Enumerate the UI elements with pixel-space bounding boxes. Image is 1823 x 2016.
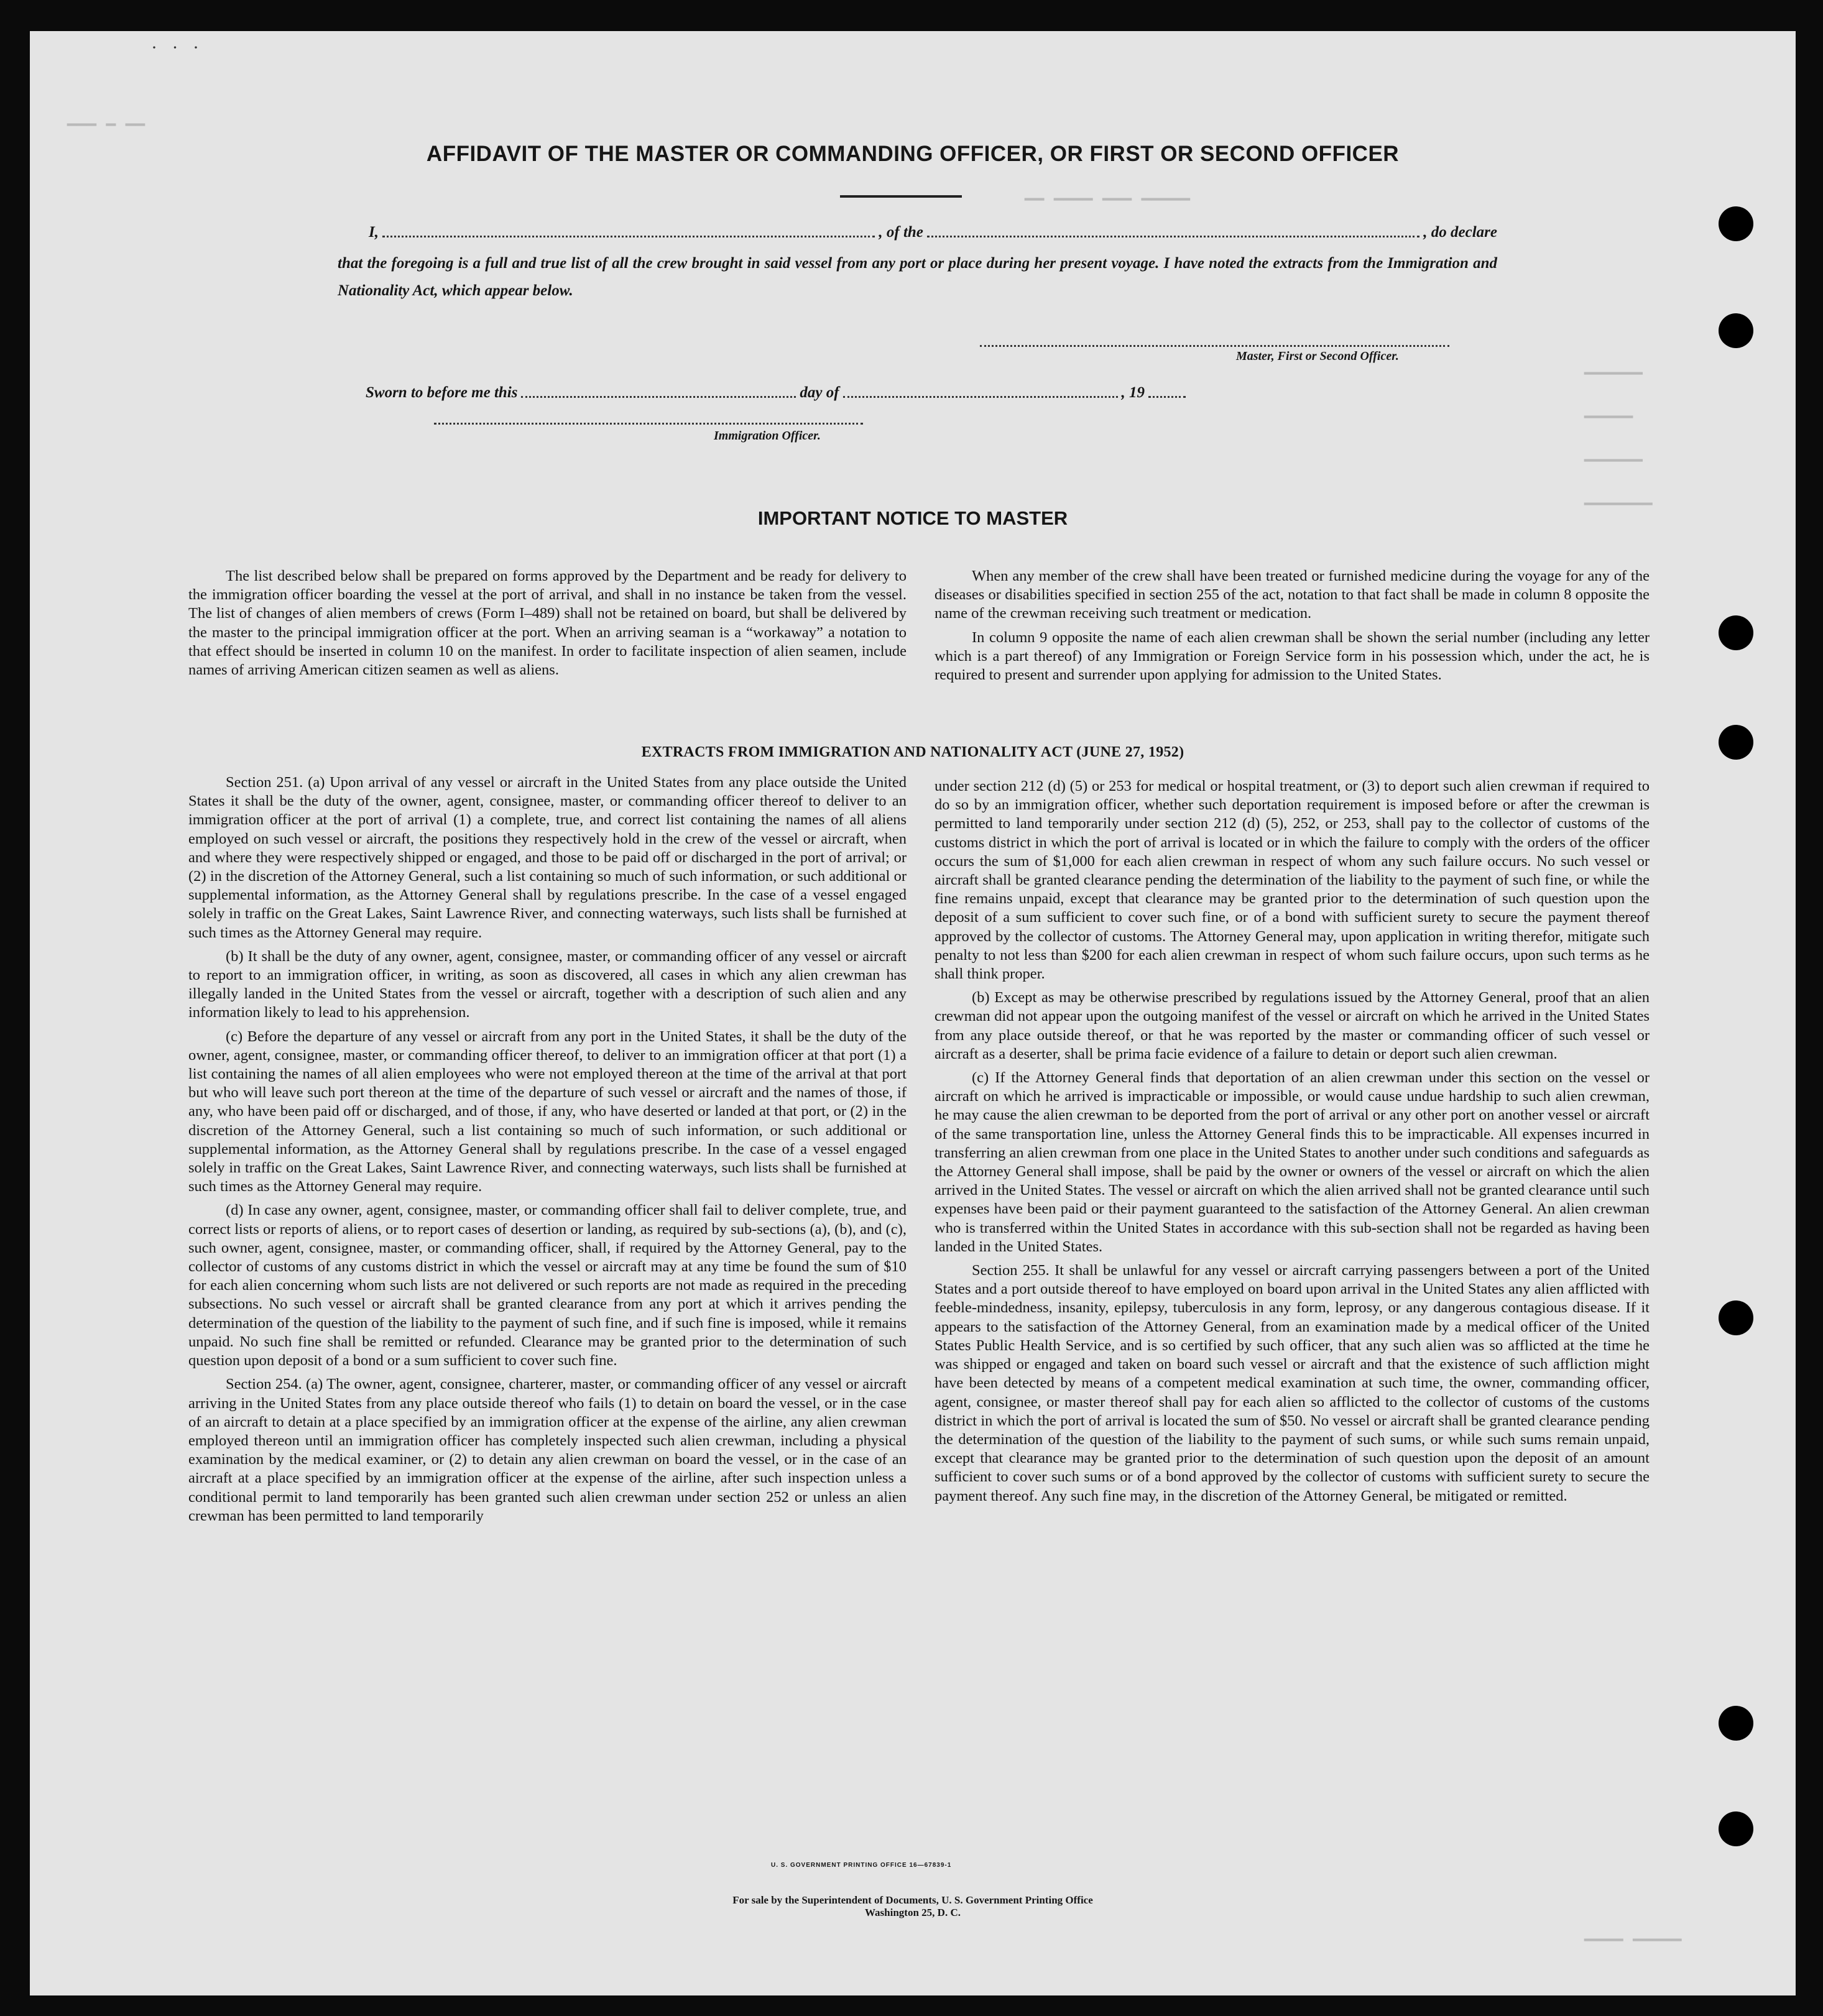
notice-left-column	[188, 567, 907, 684]
footer-line-2: Washington 25, D. C.	[865, 1907, 961, 1918]
bleed-through: ▔▔▔▔▔ ▔▔▔▔	[1584, 1940, 1682, 1959]
declarant-prefix: I,	[369, 224, 379, 241]
bleed-through: ▔▔▔▔▔▔▔	[1584, 504, 1653, 523]
master-signature-field[interactable]	[980, 345, 1449, 347]
printer-imprint: U. S. GOVERNMENT PRINTING OFFICE 16—67839-1	[771, 1862, 952, 1869]
declarant-name-field[interactable]	[382, 234, 875, 237]
notice-paragraph: When any member of the crew shall have been treated or furnished medicine during the voyage for any of the diseases or disabilities specified in section 255 of the act, notation to that fact shall be made in column 8 opposite the name of the crewman receiving such treatment or medication.	[935, 568, 1650, 622]
section-255: Section 255. It shall be unlawful for any vessel or aircraft carrying passengers between a port of the United States and a port outside thereof to have employed on board upon arrival in the United States any alien afflicted with feeble-mindedness, insanity, epilepsy, tuberculosis in any form, leprosy, or any dangerous contagious disease. If it appears to the satisfaction of the Attorney General, from an examination made by a medical officer of the United States Public Health Service, and is so certified by such officer, that any such alien was so afflicted at the time he was shipped or engaged and taken on board such vessel or aircraft and that the existence of such affliction might have been detected by means of a competent medical examination at such time, the owner, commanding officer, agent, consignee, or master thereof shall pay for each alien so afflicted to the collector of customs of the customs district in which the port of arrival is located the sum of $50. No vessel or aircraft shall be granted clearance pending the determination of the question of the liability to the payment of such sums, or while such sums remain unpaid, except that clearance may be granted prior to the determination of such question upon the deposit of an amount sufficient to cover such sums or of a bond approved by the collector of customs with sufficient surety to secure the payment thereof. Any such fine may, in the discretion of the Attorney General, be mitigated or remitted.	[935, 1262, 1650, 1504]
punch-hole	[1719, 1811, 1753, 1846]
extracts-right-column	[935, 777, 1650, 1511]
sworn-line	[366, 384, 1189, 402]
section-254c: (c) If the Attorney General finds that deportation of an alien crewman under this section on the vessel or aircraft on which he arrived is impracticable or impossible, or would cause undue hardship to such alien crewman, he may cause the alien crewman to be deported from the port of arrival or any other port on another vessel or aircraft of the same transportation line, unless the Attorney General finds this to be impracticable. All expenses incurred in transferring an alien crewman from one place in the United States to another under such conditions and safeguards as the Attorney General shall impose, shall be paid by the owner or owners of the vessel or aircraft on which the alien arrived in the United States. The vessel or aircraft on which the alien arrived shall not be granted clearance until such expenses have been paid or their payment guaranteed to the satisfaction of the Attorney General. An alien crewman who is transferred within the United States in accordance with this sub-section shall not be regarded as having been landed in the United States.	[935, 1069, 1650, 1255]
notice-title: IMPORTANT NOTICE TO MASTER	[757, 507, 1068, 529]
vessel-name-field[interactable]	[927, 234, 1419, 237]
declaration-line	[369, 224, 1497, 241]
sworn-month-field[interactable]	[843, 395, 1118, 398]
punch-hole	[1719, 1706, 1753, 1741]
master-signature-caption: Master, First or Second Officer.	[1236, 349, 1399, 363]
extracts-left-column	[188, 773, 907, 1530]
sale-footer	[30, 1894, 1796, 1919]
footer-line-1: For sale by the Superintendent of Documents, U. S. Government Printing Office	[732, 1894, 1093, 1906]
title-rule	[840, 195, 962, 198]
notice-paragraph: The list described below shall be prepared on forms approved by the Department and be ready for delivery to the immigration officer boarding the vessel at the port of arrival, and shall in no instance be taken from the vessel. The list of changes of alien members of crews (Form I–489) shall not be retained on board, but shall be delivered by the master to the principal immigration officer at the port. When an arriving seaman is a “workaway” a notation to that effect should be inserted in column 10 on the manifest. In order to facilitate inspection of alien seamen, include names of arriving American citizen seamen as well as aliens.	[188, 568, 907, 679]
declaration-text: that the foregoing is a full and true list of all the crew brought in said vessel from any port or place during her present voyage. I have noted the extracts from the Immigration and Nationality Act, which appear below.	[338, 255, 1497, 299]
notice-right-column	[935, 567, 1650, 689]
bleed-through: ▔▔▔▔▔	[1584, 417, 1633, 436]
bleed-through: ▔▔▔▔▔▔	[1584, 374, 1643, 392]
punch-hole	[1719, 1300, 1753, 1335]
form-page	[30, 31, 1796, 1995]
section-254a: Section 254. (a) The owner, agent, consignee, charterer, master, or commanding officer of any vessel or aircraft arriving in the United States from any place outside thereof who fails (1) to detain on board the vessel, or in the case of an aircraft to detain at a place specified by an immigration officer at the expense of the airline, any alien crewman employed thereon until an immigration officer has completely inspected such alien crewman, including a physical examination by the medical examiner, or (2) to detain any alien crewman on board the vessel, or in the case of an aircraft at a place specified by an immigration officer at the expense of the airline, after such inspection unless a conditional permit to land temporarily has been granted such alien crewman under section 252 or unless an alien crewman has been permitted to land temporarily	[188, 1376, 907, 1524]
immigration-officer-caption: Immigration Officer.	[714, 429, 821, 443]
section-251c: (c) Before the departure of any vessel or aircraft from any port in the United States, it shall be the duty of the owner, agent, consignee, master, or commanding officer thereof, to deliver to an immigration officer at that port (1) a list containing the names of all alien employees who were not employed thereon at the time of the arrival at that port but who will leave such port thereon at the time of the departure of such vessel or aircraft and the names of those, if any, who have been paid off or discharged, and of those, if any, who have deserted or landed at that port, or (2) in the discretion of the Attorney General, such a list containing so much of such information, or such additional or supplemental information, as the Attorney General shall by regulations prescribe. In the case of a vessel engaged solely in traffic on the Great Lakes, Saint Lawrence River, and connecting waterways, such lists shall be furnished at such times as the Attorney General may require.	[188, 1028, 907, 1195]
bleed-through: ▔▔▔▔▔ ▔▔▔ ▔▔▔▔ ▔▔	[1025, 200, 1190, 218]
day-of-label: day of	[800, 384, 839, 401]
section-251d: (d) In case any owner, agent, consignee, master, or commanding officer shall fail to deliver complete, true, and correct lists or reports of aliens, or to report cases of desertion or landing, as required by sub-sections (a), (b), and (c), such owner, agent, consignee, master, or commanding officer, shall, if required by the Attorney General, pay to the collector of customs of any customs district in which the vessel or aircraft may at any time be found the sum of $10 for each alien concerning whom such lists are not delivered or such reports are not made as required in the preceding subsections. No such vessel or aircraft shall be granted clearance from any port at which it arrives pending the determination of the question of the liability to the payment of such fine, and if such fine is imposed, while it remains unpaid. No such fine shall be remitted or refunded. Clearance may be granted prior to the determination of such question upon deposit of a bond or a sum sufficient to cover such fine.	[188, 1202, 907, 1369]
section-251a: Section 251. (a) Upon arrival of any vessel or aircraft in the United States from any place outside the United States it shall be the duty of the owner, agent, consignee, master, or commanding officer thereof to deliver to an immigration officer at the port of arrival (1) a complete, true, and correct list containing the names of all aliens employed on such vessel or aircraft, the positions they respectively hold in the crew of the vessel or aircraft, when and where they were respectively shipped or engaged, and those to be paid off or discharged in the port of arrival; or (2) in the discretion of the Attorney General, such a list containing so much of such information, or such additional or supplemental information, as the Attorney General shall by regulations prescribe. In the case of a vessel engaged solely in traffic on the Great Lakes, Saint Lawrence River, and connecting waterways, such lists shall be furnished at such times as the Attorney General may require.	[188, 774, 907, 941]
affidavit-title: AFFIDAVIT OF THE MASTER OR COMMANDING OFFICER, OR FIRST OR SECOND OFFICER	[426, 142, 1400, 166]
notice-paragraph: In column 9 opposite the name of each alien crewman shall be shown the serial number (including any letter which is a part thereof) of any Immigration or Foreign Service form in his possession which, under the act, he is required to present and surrender upon applying for admission to the United States.	[935, 628, 1650, 684]
extracts-title: EXTRACTS FROM IMMIGRATION AND NATIONALITY ACT (JUNE 27, 1952)	[641, 744, 1184, 760]
do-declare-label: , do declare	[1423, 224, 1498, 241]
immigration-officer-signature-field[interactable]	[434, 423, 863, 425]
section-251b: (b) It shall be the duty of any owner, agent, consignee, master, or commanding officer of any vessel or aircraft to report to an immigration officer, in writing, as soon as discovered, all cases in which any alien crewman has illegally landed in the United States from the vessel or aircraft, together with a description of such alien and any information likely to lead to his apprehension.	[188, 947, 907, 1021]
punch-hole	[1719, 313, 1753, 348]
year-label: , 19	[1121, 384, 1145, 401]
bleed-through: ▔▔▔▔▔▔	[1584, 461, 1643, 479]
sworn-day-field[interactable]	[521, 395, 796, 398]
sworn-label: Sworn to before me this	[366, 384, 518, 401]
section-254a-continued: under section 212 (d) (5) or 253 for medical or hospital treatment, or (3) to deport such alien crewman if required to do so by an immigration officer, whether such deportation requirement is imposed before or after the crewman is permitted to land temporarily under section 212 (d) (5), 252, or 253, shall pay to the collector of customs of the customs district in which the port of arrival is located or in which the failure to comply with the orders of the officer occurs the sum of $1,000 for each alien crewman in respect of whom any such failure occurs. No such vessel or aircraft shall be granted clearance pending the determination of the liability to the payment of such fine, or while the fine remains unpaid, except that clearance may be granted prior to the determination of such question upon the deposit of a sum sufficient to cover such fine, or of a bond with sufficient surety to secure the payment thereof approved by the collector of customs. The Attorney General may, upon application in writing therefor, mitigate such penalty to not less than $200 for each alien crewman in respect of whom such failure occurs, upon such terms as he shall think proper.	[935, 778, 1650, 983]
punch-hole	[1719, 206, 1753, 241]
of-the-label: , of the	[879, 224, 923, 241]
sworn-year-field[interactable]	[1148, 395, 1186, 398]
section-254b: (b) Except as may be otherwise prescribed by regulations issued by the Attorney General, proof that an alien crewman did not appear upon the outgoing manifest of the vessel or aircraft on which he arrived in the United States from any place outside thereof, or that he was reported by the master or commanding officer of such vessel or aircraft as a deserter, shall be prima facie evidence of a failure to detain or deport such alien crewman.	[935, 989, 1650, 1062]
bleed-through: ▔▔ ▔ ▔▔▔	[67, 125, 145, 144]
corner-marks: · · ·	[151, 37, 204, 58]
punch-hole	[1719, 615, 1753, 650]
